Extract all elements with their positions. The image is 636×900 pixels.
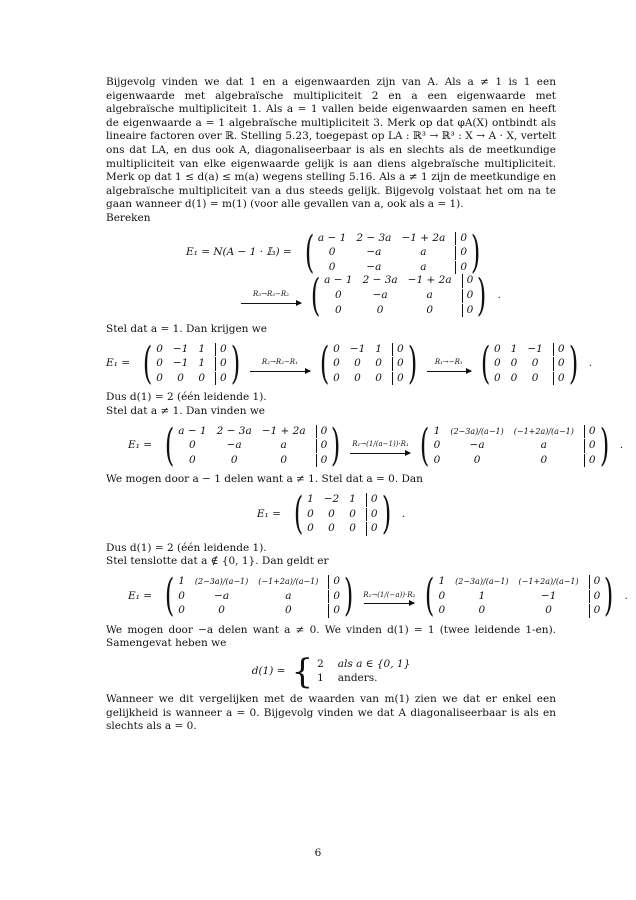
right-paren: ) <box>407 338 417 390</box>
matrix-cell-r1-c2: (2−3a)/(a−1) <box>455 577 509 586</box>
eq4-lhs: E₁ = <box>256 507 281 520</box>
left-paren: ( <box>164 420 175 472</box>
eq2-lhs: E₁ = <box>106 357 131 370</box>
left-paren: ( <box>319 338 330 390</box>
matrix-cell-r3-c2: 0 <box>354 371 361 384</box>
matrix-cell-r3-c4: 0 <box>316 454 328 468</box>
eq2-matrix-2 <box>316 338 421 390</box>
matrix-cell-r2-c3: 0 <box>375 357 382 370</box>
eq6-case-rows <box>317 658 410 685</box>
case3-intro: Stel tenslotte dat a ∉ {0, 1}. Dan geldt er <box>106 555 329 568</box>
eq6-case1-condition: als a ∈ {0, 1} <box>337 658 411 671</box>
matrix-cell-r1-c3: (−1+2a)/(a−1) <box>258 577 319 586</box>
conclusion: Wanneer we dit vergelijken met de waarden van m(1) zien we dat er enkel een gelijkheid is wanneer a = 0. Bijgevolg vinden we dat A diagonaliseerbaar is als en slechts als a = 0. <box>106 692 556 733</box>
matrix-cell-r1-c3: 1 <box>349 493 356 506</box>
eq2-arrow1-label: R₂→R₂−R₁ <box>261 358 298 367</box>
matrix-cell-r3-c4: 0 <box>328 604 340 618</box>
arrow-line <box>250 371 310 372</box>
eq5-lhs: E₁ = <box>128 589 153 602</box>
case1-intro: Stel dat a = 1. Dan krijgen we <box>106 323 267 336</box>
matrix-cell-r1-c4: 0 <box>215 343 227 357</box>
matrix-cell-r2-c2: −a <box>372 288 388 301</box>
matrix-cell-r2-c1: 0 <box>156 357 163 370</box>
matrix-cell-r3-c1: 0 <box>438 604 446 617</box>
matrix-grid <box>156 343 227 386</box>
matrix-cell-r3-c2: 0 <box>478 604 486 617</box>
matrix-cell-r3-c1: 0 <box>333 371 340 384</box>
matrix-cell-r3-c4: 0 <box>215 372 227 386</box>
matrix-cell-r1-c3: 1 <box>198 342 206 355</box>
eq2-matrix-1 <box>139 338 244 390</box>
matrix-grid <box>307 493 378 536</box>
matrix-cell-r3-c1: 0 <box>328 260 336 273</box>
matrix-cell-r1-c3: −1 + 2a <box>407 274 452 287</box>
matrix-cell-r1-c4: 0 <box>328 575 340 589</box>
matrix-cell-r3-c2: 0 <box>473 453 481 466</box>
eq5-row-op-arrow <box>363 589 415 605</box>
matrix-cell-r3-c2: −a <box>366 260 382 273</box>
eq5-arrow-label: R₂→(1/(−a))·R₂ <box>363 590 416 599</box>
matrix-cell-r1-c4: 0 <box>462 274 474 288</box>
matrix-cell-r3-c3: 0 <box>349 522 356 535</box>
matrix-cell-r1-c1: 0 <box>493 342 501 355</box>
left-paren: ( <box>142 338 153 390</box>
matrix-cell-r2-c3: 0 <box>349 507 356 520</box>
matrix-cell-r1-c1: a − 1 <box>324 274 353 287</box>
eq6-case-row-1 <box>317 658 410 672</box>
matrix-cell-r1-c2: (2−3a)/(a−1) <box>194 577 249 586</box>
eq4-end: . <box>401 507 406 520</box>
matrix-cell-r2-c1: 0 <box>433 439 441 452</box>
right-paren: ) <box>604 570 614 622</box>
matrix-cell-r2-c2: 0 <box>354 357 361 370</box>
matrix-cell-r3-c3: 0 <box>198 371 206 384</box>
paragraph-intro: Bijgevolg vinden we dat 1 en a eigenwaarden zijn van A. Als a ≠ 1 is 1 een eigenwaarde met algebraïsche multipliciteit 2 en a een eigenwaarde met algebraïsche multipliciteit 1. Als a = 1 vallen beide eigenwaarden samen en heeft de eigenwaarde a = 1 algebraïsche multipliciteit 3. Merk op dat φA(X) ontbindt als lineaire factoren over ℝ. Stelling 5.23, toegepast op LA : ℝ³ → ℝ³ : X → A · X, vertelt ons dat LA, en dus ook A, diagonaliseerbaar is als en slechts als de meetkundige multipliciteit van elke eigenwaarde gelijk is aan diens algebraïsche multipliciteit. Merk op dat 1 ≤ d(a) ≤ m(a) wegens stelling 5.16. Als a ≠ 1 zijn de meetkundige en algebraïsche multipliciteit van a dus steeds gelijk. Bijgevolg volstaat het om na te gaan wanneer d(1) = m(1) (voor alle gevallen van a, ook als a = 1). <box>106 76 556 211</box>
eq3-end: . <box>619 439 624 452</box>
eq3-lhs: E₁ = <box>128 439 153 452</box>
matrix-grid <box>318 232 467 275</box>
bereken-label: Bereken <box>106 211 151 224</box>
matrix-cell-r1-c4: 0 <box>589 575 601 589</box>
matrix-cell-r1-c3: 1 <box>375 342 382 355</box>
eq1-matrix-1 <box>301 226 484 278</box>
matrix-cell-r2-c1: 0 <box>189 439 196 452</box>
matrix-cell-r1-c1: 1 <box>307 493 314 506</box>
matrix-cell-r2-c3: a <box>426 288 433 301</box>
matrix-grid <box>178 575 340 618</box>
matrix-cell-r2-c3: a <box>285 589 292 602</box>
arrow-line <box>427 371 471 372</box>
matrix-cell-r2-c1: 0 <box>178 589 185 602</box>
matrix-cell-r3-c3: 0 <box>545 604 552 617</box>
left-paren: ( <box>425 570 435 622</box>
matrix-grid <box>438 575 600 618</box>
matrix-cell-r1-c4: 0 <box>553 343 565 357</box>
eq6-cases <box>291 651 411 692</box>
matrix-cell-r3-c4: 0 <box>553 372 565 386</box>
eq3-matrix-1 <box>161 420 344 472</box>
matrix-cell-r2-c4: 0 <box>366 508 378 522</box>
matrix-cell-r2-c2: −a <box>214 589 230 602</box>
eq6-case2-condition: anders. <box>337 671 378 684</box>
equation-3 <box>128 420 624 472</box>
eq2-end: . <box>588 357 593 370</box>
eq2-matrix-3 <box>477 338 582 390</box>
matrix-cell-r3-c3: 0 <box>426 303 433 316</box>
matrix-cell-r3-c3: 0 <box>280 453 288 466</box>
matrix-cell-r2-c2: 0 <box>510 357 518 370</box>
matrix-cell-r2-c1: 0 <box>493 357 501 370</box>
matrix-cell-r1-c1: 0 <box>156 342 163 355</box>
matrix-cell-r1-c3: −1 + 2a <box>401 231 446 244</box>
case2-intro: Stel dat a ≠ 1. Dan vinden we <box>106 405 266 418</box>
matrix-cell-r2-c2: −a <box>226 439 242 452</box>
matrix-cell-r1-c1: a − 1 <box>317 231 347 244</box>
case2-note: We mogen door a − 1 delen want a ≠ 1. Stel dat a = 0. Dan <box>106 473 423 486</box>
matrix-cell-r2-c3: a <box>280 439 287 452</box>
matrix-cell-r2-c1: 0 <box>333 357 340 370</box>
matrix-cell-r1-c3: (−1+2a)/(a−1) <box>513 426 574 436</box>
matrix-cell-r3-c3: a <box>420 260 427 273</box>
matrix-cell-r2-c2: 1 <box>478 589 486 602</box>
matrix-cell-r2-c4: 0 <box>392 357 404 371</box>
page-body <box>106 76 628 734</box>
eq2-arrow2-label: R₁→−R₁ <box>434 358 463 367</box>
eq6-case-row-2 <box>317 672 410 686</box>
matrix-cell-r2-c3: 0 <box>531 357 539 370</box>
matrix-cell-r1-c2: 2 − 3a <box>216 424 252 437</box>
right-paren: ) <box>470 226 481 278</box>
matrix-cell-r2-c2: −1 <box>172 357 189 370</box>
matrix-cell-r1-c4: 0 <box>392 343 404 357</box>
matrix-cell-r2-c1: 0 <box>328 246 336 259</box>
left-paren: ( <box>310 269 321 321</box>
case2a-result: Dus d(1) = 2 (één leidende 1). <box>106 541 267 554</box>
matrix-cell-r2-c3: a <box>420 246 427 259</box>
matrix-cell-r3-c2: 0 <box>230 453 238 466</box>
matrix-cell-r3-c2: 0 <box>328 522 335 535</box>
eq1-arrow-label: R₃→R₃−R₂ <box>253 289 289 298</box>
matrix-cell-r1-c2: 2 − 3a <box>356 231 392 244</box>
matrix-cell-r2-c4: 0 <box>589 590 601 604</box>
matrix-cell-r2-c4: 0 <box>584 439 596 453</box>
eq1-end: . <box>497 288 501 301</box>
matrix-cell-r1-c4: 0 <box>316 425 328 439</box>
left-paren: ( <box>304 226 315 278</box>
matrix-cell-r2-c2: 0 <box>328 507 335 520</box>
matrix-cell-r2-c2: −a <box>366 246 382 259</box>
matrix-cell-r2-c3: −1 <box>540 589 557 602</box>
matrix-cell-r2-c4: 0 <box>328 590 340 604</box>
matrix-cell-r1-c2: −1 <box>349 342 366 355</box>
matrix-cell-r1-c1: a − 1 <box>178 424 207 437</box>
matrix-cell-r3-c4: 0 <box>589 604 601 618</box>
matrix-grid <box>333 343 404 386</box>
matrix-cell-r2-c4: 0 <box>553 357 565 371</box>
matrix-cell-r1-c3: −1 <box>527 342 543 355</box>
matrix-cell-r3-c2: 0 <box>510 371 518 384</box>
matrix-cell-r1-c4: 0 <box>455 232 467 246</box>
matrix-cell-r1-c2: −1 <box>172 342 189 355</box>
matrix-cell-r2-c4: 0 <box>215 357 227 371</box>
matrix-cell-r3-c4: 0 <box>366 522 378 536</box>
matrix-cell-r1-c1: 1 <box>178 575 185 587</box>
matrix-grid <box>494 343 565 386</box>
right-paren: ) <box>331 420 341 472</box>
eq5-matrix-2 <box>421 570 617 622</box>
matrix-cell-r1-c3: (−1+2a)/(a−1) <box>518 577 579 586</box>
matrix-cell-r3-c1: 0 <box>189 453 196 466</box>
matrix-cell-r1-c4: 0 <box>584 425 596 439</box>
eq1-row-op-arrow <box>241 288 301 304</box>
matrix-cell-r2-c4: 0 <box>455 246 467 260</box>
equation-5 <box>128 570 628 622</box>
matrix-cell-r3-c1: 0 <box>433 453 441 466</box>
equation-1 <box>186 226 556 321</box>
matrix-cell-r2-c4: 0 <box>462 289 474 303</box>
matrix-cell-r2-c1: 0 <box>335 288 342 301</box>
eq5-end: . <box>624 589 628 602</box>
matrix-cell-r3-c3: 0 <box>540 453 548 466</box>
arrow-line <box>241 303 301 304</box>
arrow-line <box>350 453 410 454</box>
matrix-grid <box>324 274 473 317</box>
right-paren: ) <box>599 420 609 472</box>
right-paren: ) <box>381 488 391 540</box>
matrix-cell-r3-c3: 0 <box>284 604 292 617</box>
left-paren: ( <box>420 420 430 472</box>
matrix-cell-r2-c4: 0 <box>316 439 328 453</box>
matrix-cell-r1-c1: 1 <box>433 424 441 437</box>
matrix-grid <box>178 425 327 468</box>
matrix-cell-r2-c3: 1 <box>198 357 206 370</box>
matrix-cell-r3-c1: 0 <box>156 371 163 384</box>
case1-result: Dus d(1) = 2 (één leidende 1). <box>106 391 267 404</box>
matrix-cell-r1-c2: −2 <box>323 493 340 506</box>
eq6-case2-value: 1 <box>317 671 324 684</box>
matrix-cell-r1-c3: −1 + 2a <box>261 424 306 437</box>
eq6-case1-value: 2 <box>317 658 324 671</box>
matrix-cell-r3-c1: 0 <box>335 303 342 316</box>
matrix-cell-r3-c2: 0 <box>177 371 184 384</box>
equation-6 <box>106 651 556 692</box>
eq1-lhs: E₁ = N(A − 1 · 𝕀₃) = <box>186 246 292 259</box>
case3-result: We mogen door −a delen want a ≠ 0. We vinden d(1) = 1 (twee leidende 1-en). Samengevat heben we <box>106 623 556 650</box>
matrix-cell-r3-c2: 0 <box>376 303 384 316</box>
equation-4 <box>106 488 556 540</box>
matrix-cell-r3-c4: 0 <box>584 454 596 468</box>
matrix-cell-r3-c4: 0 <box>462 304 474 318</box>
matrix-cell-r3-c1: 0 <box>307 522 314 535</box>
right-paren: ) <box>343 570 354 622</box>
left-brace: { <box>291 651 314 692</box>
arrow-line <box>364 603 414 604</box>
eq3-arrow-label: R₁→(1/(a−1))·R₁ <box>352 440 409 449</box>
matrix-cell-r3-c1: 0 <box>493 371 501 384</box>
eq4-matrix-1 <box>290 488 395 540</box>
right-paren: ) <box>477 269 487 321</box>
matrix-cell-r1-c2: 2 − 3a <box>362 274 398 287</box>
matrix-cell-r1-c2: (2−3a)/(a−1) <box>450 426 504 436</box>
matrix-cell-r3-c4: 0 <box>392 372 404 386</box>
matrix-cell-r3-c2: 0 <box>218 604 225 617</box>
matrix-cell-r3-c1: 0 <box>178 604 185 617</box>
left-paren: ( <box>164 570 175 622</box>
eq3-row-op-arrow <box>350 438 410 454</box>
matrix-grid <box>434 425 596 468</box>
left-paren: ( <box>293 488 304 540</box>
matrix-cell-r2-c2: −a <box>469 439 485 452</box>
matrix-cell-r2-c1: 0 <box>307 507 314 520</box>
eq6-lhs: d(1) = <box>251 665 286 678</box>
right-paren: ) <box>568 338 578 390</box>
matrix-cell-r1-c1: 0 <box>333 342 340 355</box>
equation-2 <box>106 338 593 390</box>
matrix-cell-r3-c3: 0 <box>531 371 539 384</box>
left-paren: ( <box>480 338 491 390</box>
matrix-cell-r1-c2: 1 <box>510 342 518 355</box>
eq2-row-op-arrow-2 <box>427 356 471 372</box>
eq5-matrix-1 <box>161 570 357 622</box>
matrix-cell-r3-c4: 0 <box>455 261 467 275</box>
right-paren: ) <box>230 338 241 390</box>
matrix-cell-r1-c1: 1 <box>438 575 446 587</box>
matrix-cell-r3-c3: 0 <box>375 371 382 384</box>
page-number: 6 <box>314 847 322 859</box>
matrix-cell-r2-c3: a <box>540 439 547 452</box>
matrix-cell-r2-c1: 0 <box>438 589 446 602</box>
eq2-row-op-arrow-1 <box>250 356 310 372</box>
eq1-matrix-2 <box>307 269 490 321</box>
matrix-cell-r1-c4: 0 <box>366 493 378 507</box>
eq3-matrix-2 <box>416 420 612 472</box>
